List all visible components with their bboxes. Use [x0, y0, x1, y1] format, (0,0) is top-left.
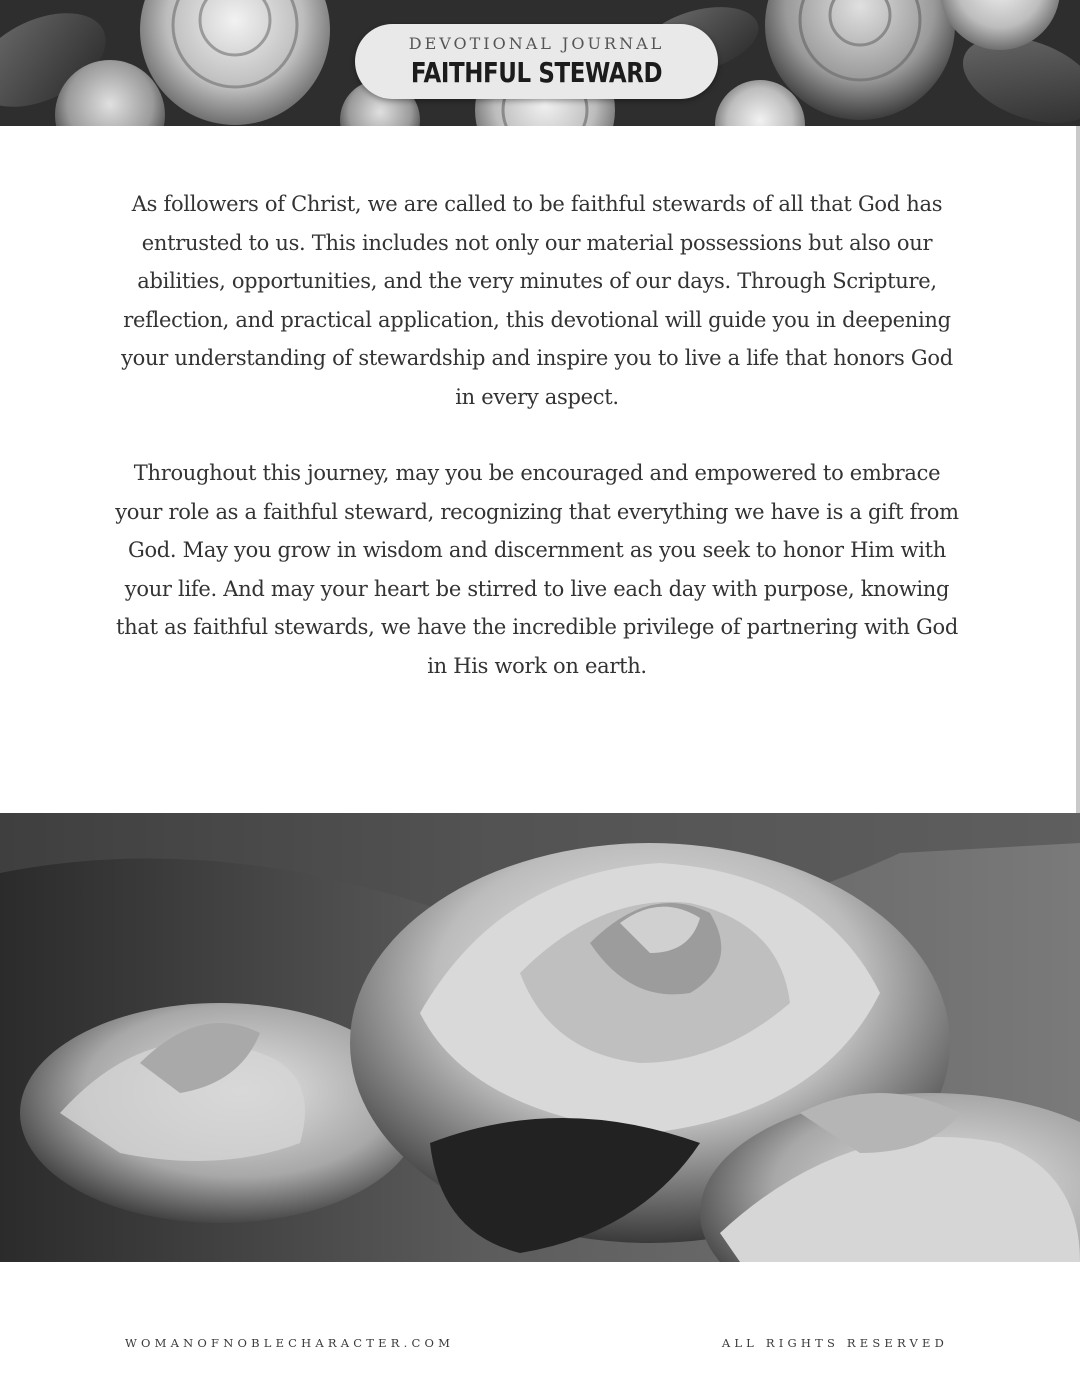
- journal-subtitle: DEVOTIONAL JOURNAL: [408, 34, 665, 53]
- blessing-paragraph: Throughout this journey, may you be encouraged and empowered to embrace your role as a faithful steward, recognizing that everything we have is a gift from God. May you grow in wisdom and discernment as you seek to honor Him with your life. And may your heart be stirred to live each day with purpose, knowing that as faithful stewards, we have the incredible privilege of partnering with God in His work on earth.: [115, 461, 959, 678]
- footer-website: WOMANOFNOBLECHARACTER.COM: [125, 1336, 455, 1350]
- journal-title: FAITHFUL STEWARD: [410, 56, 663, 89]
- intro-paragraph: As followers of Christ, we are called to be faithful stewards of all that God has entrusted to us. This includes not only our material possessions but also our abilities, opportunities, and the very minutes of our days. Through Scripture, reflection, and practical application, this devotional will guide you in deepening your understanding of stewardship and inspire you to live a life that honors God in every aspect.: [121, 192, 953, 409]
- roses-photo-image: [0, 813, 1080, 1262]
- page-edge-divider: [1076, 126, 1080, 813]
- footer-rights: ALL RIGHTS RESERVED: [721, 1336, 948, 1350]
- header-roses-banner: [0, 0, 1080, 126]
- roses-feature-photo: [0, 813, 1080, 1262]
- journal-title-badge: [355, 24, 718, 99]
